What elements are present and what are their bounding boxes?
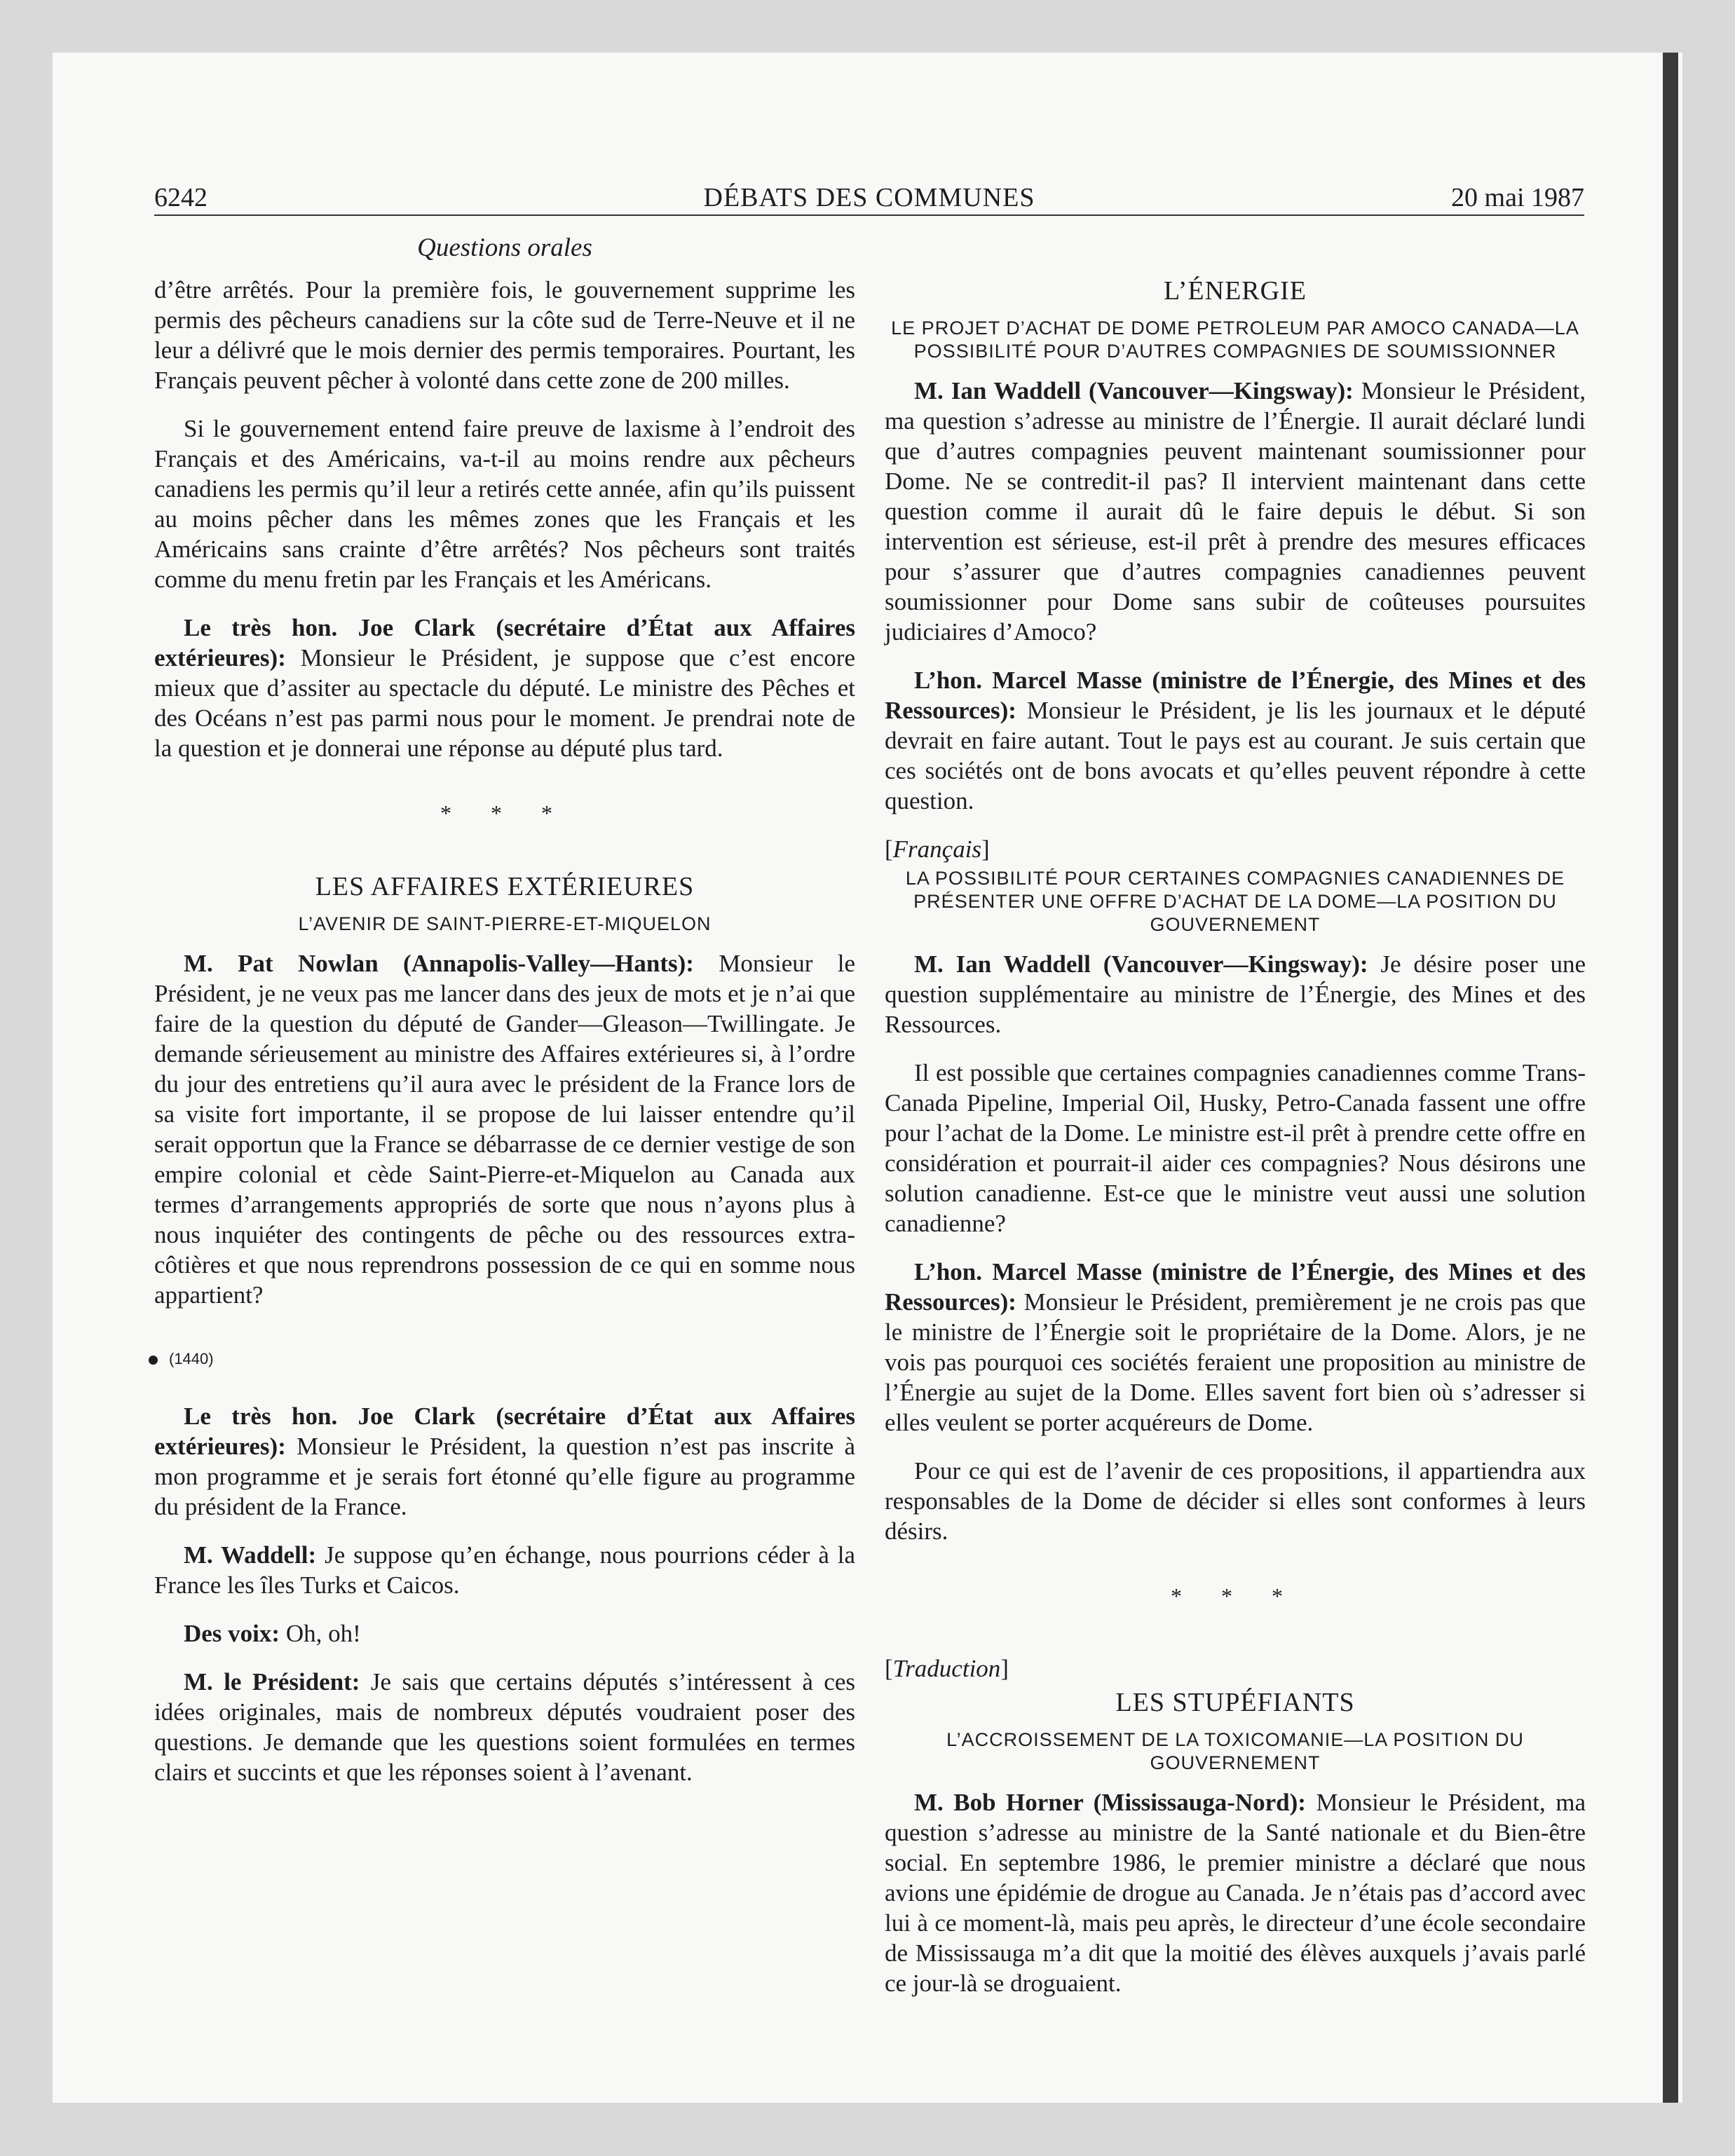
speaker-name: M. Ian Waddell (Vancouver—Kingsway):: [914, 377, 1354, 404]
left-column: [154, 275, 855, 1806]
rubric-heading: LES STUPÉFIANTS: [1115, 1688, 1355, 1717]
speaker-name: M. Pat Nowlan (Annapolis-Valley—Hants):: [184, 950, 694, 977]
publication-date: 20 mai 1987: [1451, 183, 1584, 212]
speech: [154, 1618, 855, 1649]
speech-text: Je désire poser une question supplémentaire au ministre de l’Énergie, des Mines et des Ressources.: [885, 950, 1586, 1038]
speaker-name: Le très hon. Joe Clark (secrétaire d’État aux Affaires extérieures):: [154, 614, 855, 671]
language-marker: [Traduction]: [885, 1655, 1009, 1682]
language-marker: [Français]: [885, 835, 990, 863]
speech-text: Monsieur le Président, premièrement je ne crois pas que le ministre de l’Énergie soit le propriétaire de la Dome. Alors, je ne vois pas pourquoi ces sociétés feraient une proposition au ministre de l’Énergie au sujet de la Dome. Elles savent fort bien où s’adresser si elles veulent se porter acquéreurs de Dome.: [885, 1288, 1586, 1436]
topic-subheading: LE PROJET D’ACHAT DE DOME PETROLEUM PAR AMOCO CANADA—LA POSSIBILITÉ POUR D’AUTRES COMPAGNIES DE SOUMISSIONNER: [891, 318, 1579, 362]
rubric-heading: LES AFFAIRES EXTÉRIEURES: [315, 872, 695, 901]
speaker-name: L’hon. Marcel Masse (ministre de l’Énergie, des Mines et des Ressources):: [885, 667, 1586, 724]
topic-subheading: L’ACCROISSEMENT DE LA TOXICOMANIE—LA POSITION DU GOUVERNEMENT: [946, 1729, 1524, 1773]
right-column: [885, 275, 1586, 2017]
scan-edge-bar: [1663, 53, 1678, 2103]
bullet-dot-icon: [149, 1356, 158, 1365]
speech-text: Monsieur le Président, je ne veux pas me lancer dans des jeux de mots et je n’ai que faire de la question du député de Gander—Gleason—Twillingate. Je demande sérieusement au ministre des Affaires extérieures si, à l’ordre du jour des entretiens qu’il aura avec le président de la France lors de sa visite fort importante, il se propose de lui laisser entendre qu’il serait opportun que la France se débarrasse de ce dernier vestige de son empire colonial et cède Saint-Pierre-et-Miquelon au Canada aux termes d’arrangements appropriés de sorte que nous n’ayons plus à nous inquiéter des contingents de pêche ou des ressources extra-côtières et que nous reprendrons possession de ce qui en somme nous appartient?: [154, 950, 855, 1309]
publication-title: DÉBATS DES COMMUNES: [703, 183, 1035, 212]
speaker-name: L’hon. Marcel Masse (ministre de l’Énergie, des Mines et des Ressources):: [885, 1258, 1586, 1316]
section-title: Questions orales: [417, 233, 592, 262]
paragraph: Il est possible que certaines compagnies canadiennes comme Trans-Canada Pipeline, Imperial Oil, Husky, Petro-Canada fassent une offre pour l’achat de la Dome. Le ministre est-il prêt à prendre cette offre en considération et pourrait-il aider ces compagnies? Nous désirons une solution canadienne. Est-ce que le ministre veut aussi une solution canadienne?: [885, 1059, 1586, 1237]
speech-text: Je suppose qu’en échange, nous pourrions céder à la France les îles Turks et Caicos.: [154, 1541, 856, 1599]
paragraph: d’être arrêtés. Pour la première fois, le gouvernement supprime les permis des pêcheurs canadiens sur la côte sud de Terre-Neuve et il ne leur a délivré que le mois dernier des permis temporaires. Pourtant, les Français peuvent pêcher à volonté dans cette zone de 200 milles.: [154, 276, 855, 394]
speaker-name: M. le Président:: [184, 1668, 360, 1696]
running-head: [154, 181, 1584, 216]
speech: [154, 613, 855, 763]
topic-subheading: LA POSSIBILITÉ POUR CERTAINES COMPAGNIES CANADIENNES DE PRÉSENTER UNE OFFRE D’ACHAT DE LA DOME—LA POSITION DU GOUVERNEMENT: [905, 868, 1565, 935]
speech: [154, 1401, 855, 1522]
speech: [885, 1257, 1586, 1438]
section-separator: * * *: [1171, 1583, 1300, 1609]
speech: [885, 376, 1586, 647]
speech-text: Monsieur le Président, ma question s’adresse au ministre de l’Énergie. Il aurait déclaré lundi que d’autres compagnies peuvent maintenant soumissionner pour Dome. Ne se contredit-il pas? Il intervient maintenant dans cette question comme il aurait dû le faire depuis le début. Si son intervention est sérieuse, est-il prêt à prendre des mesures efficaces pour s’assurer que d’autres compagnies canadiennes peuvent soumissionner pour Dome sans subir de coûteuses poursuites judiciaires d’Amoco?: [885, 377, 1586, 646]
language-marker-text: Traduction: [892, 1655, 1001, 1682]
speaker-name: Des voix:: [184, 1620, 280, 1647]
speech: [885, 665, 1586, 816]
speech-text: Monsieur le Président, je suppose que c’est encore mieux que d’assiter au spectacle du député. Le ministre des Pêches et des Océans n’est pas parmi nous pour le moment. Je prendrai note de la question et je donnerai une réponse au député plus tard.: [154, 644, 856, 762]
speaker-name: Le très hon. Joe Clark (secrétaire d’État aux Affaires extérieures):: [154, 1403, 855, 1460]
page-number: 6242: [154, 183, 207, 212]
paragraph: Pour ce qui est de l’avenir de ces propositions, il appartiendra aux responsables de la Dome de décider si elles sont conformes à leurs désirs.: [885, 1457, 1586, 1545]
speech: [154, 1667, 855, 1787]
rubric-heading: L’ÉNERGIE: [1164, 276, 1307, 306]
speech-text: Oh, oh!: [285, 1620, 361, 1647]
language-marker-text: Français: [892, 835, 982, 863]
speaker-name: M. Ian Waddell (Vancouver—Kingsway):: [914, 950, 1368, 978]
time-marker: [149, 1345, 855, 1373]
speech-text: Monsieur le Président, ma question s’adresse au ministre de la Santé nationale et du Bien-être social. En septembre 1986, le premier ministre a déclaré que nous avions une épidémie de drogue au Canada. Je n’étais pas d’accord avec lui à ce moment-là, mais peu après, le directeur d’une école secondaire de Mississauga m’a dit que la moitié des élèves auxquels j’avais parlé ce jour-là se droguaient.: [885, 1789, 1586, 1997]
section-separator: * * *: [440, 800, 569, 826]
speech-text: Monsieur le Président, la question n’est pas inscrite à mon programme et je serais fort étonné qu’elle figure au programme du président de la France.: [154, 1433, 856, 1520]
speaker-name: M. Bob Horner (Mississauga-Nord):: [914, 1789, 1306, 1816]
speech-text: Monsieur le Président, je lis les journaux et le député devrait en faire autant. Tout le pays est au courant. Je suis certain que ces sociétés ont de bons avocats et qu’elles peuvent répondre à cette question.: [885, 697, 1586, 814]
speech-text: Je sais que certains députés s’intéressent à ces idées originales, mais de nombreux députés voudraient poser des questions. Je demande que les questions soient formulées en termes clairs et succints et que les réponses soient à l’avenant.: [154, 1668, 855, 1786]
speech: [885, 1787, 1586, 1998]
topic-subheading: L’AVENIR DE SAINT-PIERRE-ET-MIQUELON: [298, 913, 712, 934]
speaker-name: M. Waddell:: [184, 1541, 317, 1569]
time-marker-text: (1440): [169, 1350, 214, 1367]
speech: [154, 1540, 855, 1600]
speech: [154, 948, 855, 1310]
paragraph: Si le gouvernement entend faire preuve de laxisme à l’endroit des Français et des Américains, va-t-il au moins rendre aux pêcheurs canadiens les permis qu’il leur a retirés cette année, afin qu’ils puissent au moins pêcher dans les mêmes zones que les Français et les Américains sans crainte d’être arrêtés? Nos pêcheurs sont traités comme du menu fretin par les Français et les Américans.: [154, 415, 855, 593]
speech: [885, 949, 1586, 1039]
